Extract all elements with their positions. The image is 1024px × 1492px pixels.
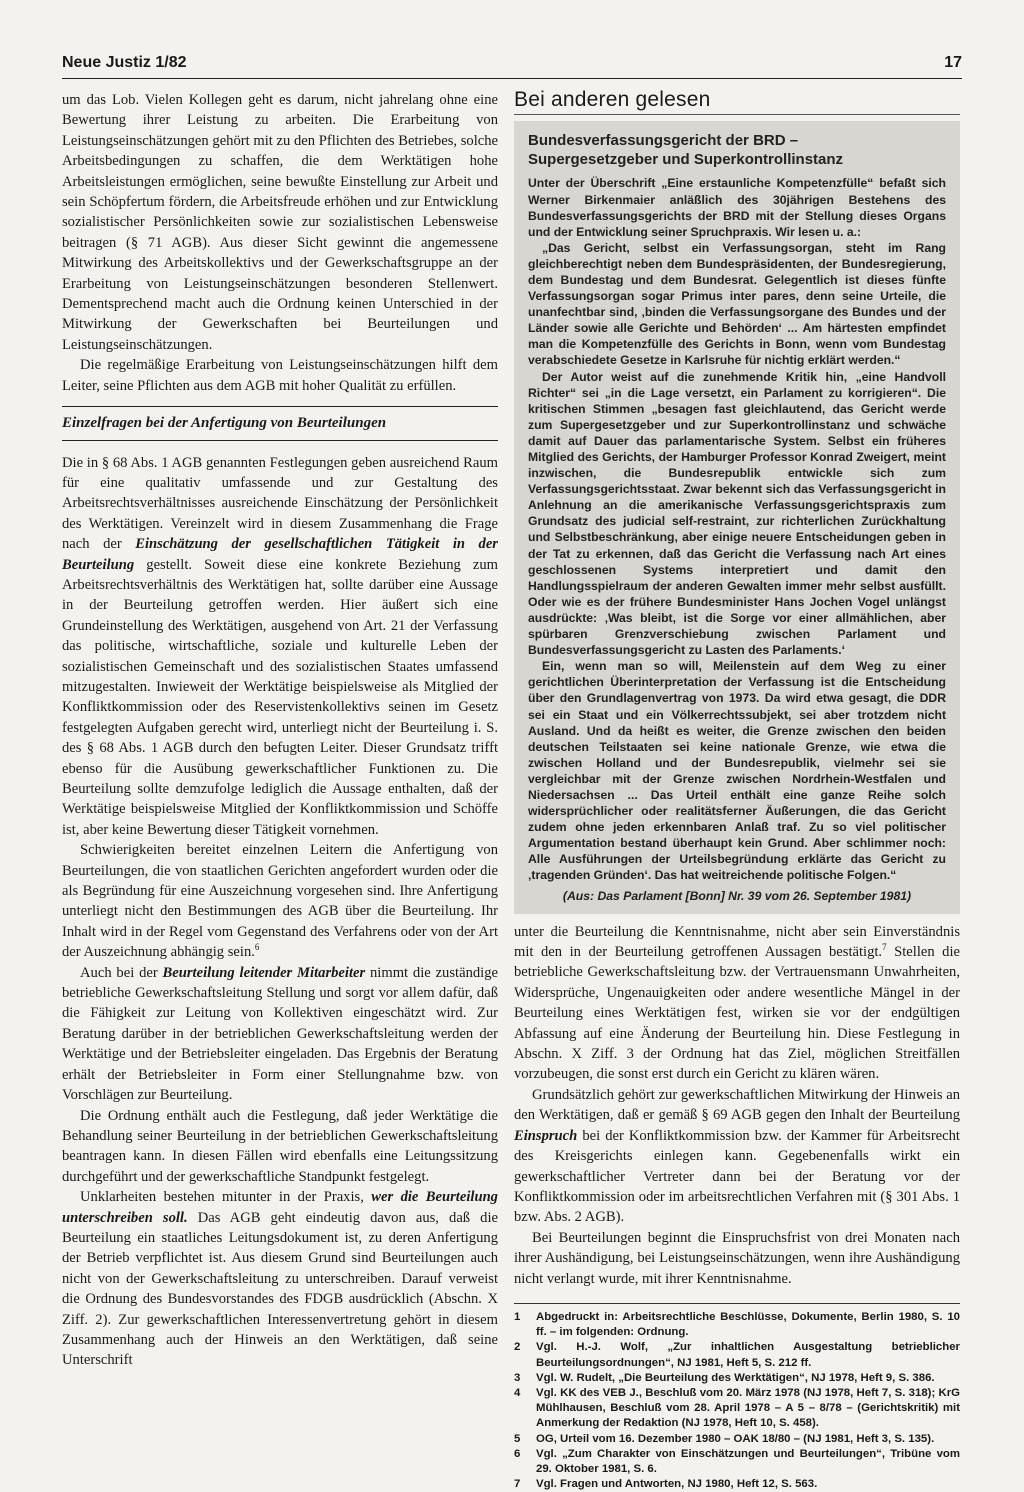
text-run: nimmt die zuständige betriebliche Gewerkschaftsleitung Stellung und sorgt vor allem dafür, daß die Fähigkeit zur Leitung von Kollektiven eingeschätzt wird. Zur Beratung darüber in der betrieblichen Gewerkschaftsleitung werden der Werktätige und der Betriebsleiter eingeladen. Das Ergebnis der Beratung erhält der Betriebsleiter in Form einer Stellungnahme bzw. von Vorschlägen zur Beurteilung.: [62, 964, 498, 1104]
paragraph: Die regelmäßige Erarbeitung von Leistungseinschätzungen hilft dem Leiter, seine Pflichten aus dem AGB mit hoher Qualität zu erfüllen.: [62, 357, 498, 394]
box-paragraph: „Das Gericht, selbst ein Verfassungsorgan, steht im Rang gleichberechtigt neben dem Bundespräsidenten, der Bundesregierung, dem Bundestag und dem Bundesrat. Gelegentlich ist dieses fünfte Verfassungsorgan sogar Primus inter pares, denn seine Urteile, die unanfechtbar sind, ‚binden die Verfassungsorgane des Bundes und der Länder sowie alle Gerichte und Behörden‘ ... Am härtesten empfindet man die Kompetenzfülle des Gerichts in Bonn, wenn vom Bundestag verabschiedete Gesetze in Karlsruhe für nichtig erklärt werden.“: [528, 240, 946, 368]
footnote-number: 5: [514, 1432, 521, 1445]
box-title-line: Bundesverfassungsgericht der BRD –: [528, 132, 799, 150]
left-column: [62, 90, 498, 1371]
section-title: Bei anderen gelesen: [514, 90, 960, 115]
emphasis: wer die Beurteilung unterschreiben soll.: [62, 1189, 498, 1226]
paragraph: [62, 453, 498, 841]
footnote: [514, 1477, 960, 1492]
footnote: [514, 1447, 960, 1477]
footnote-number: 1: [514, 1310, 521, 1323]
footnote-text: Abgedruckt in: Arbeitsrechtliche Beschlüsse, Dokumente, Berlin 1980, S. 10 ff. – im folgenden: Ordnung.: [536, 1310, 960, 1339]
text-run: Unklarheiten bestehen mitunter in der Praxis,: [80, 1189, 372, 1206]
footnote-text: OG, Urteil vom 16. Dezember 1980 – OAK 18/80 – (NJ 1981, Heft 3, S. 135).: [536, 1432, 935, 1445]
emphasis: Beurteilung leitender Mitarbeiter: [162, 964, 366, 981]
text-run: unter die Beurteilung die Kenntnisnahme, nicht aber sein Einverständnis mit den in der Beurteilung getroffenen Aussagen bestätigt.: [514, 923, 960, 961]
footnote-text: Vgl. Fragen und Antworten, NJ 1980, Heft 12, S. 563.: [536, 1478, 818, 1491]
footnote-text: Vgl. KK des VEB J., Beschluß vom 20. März 1978 (NJ 1978, Heft 7, S. 318); KrG Mühlhausen, Beschluß vom 28. April 1978 – A 5 – 8/78 – (Gerichtskritik) mit Anmerkung der Redaktion (NJ 1978, Heft 10, S. 458).: [536, 1386, 960, 1430]
header-rule: [62, 78, 962, 79]
paragraph: Bei Beurteilungen beginnt die Einspruchsfrist von drei Monaten nach ihrer Aushändigung, bei Leistungseinschätzungen, wenn ihre Aushändigung nicht verlangt wurde, mit ihrer Kenntnisnahme.: [514, 1229, 960, 1287]
footnote: [514, 1432, 960, 1447]
paragraph: [62, 1187, 498, 1371]
footnote-ref: 6: [254, 942, 260, 953]
text-run: Grundsätzlich gehört zur gewerkschaftlichen Mitwirkung der Hinweis an den Werktätigen, daß er gemäß § 69 AGB gegen den Inhalt der Beurteilung: [514, 1086, 960, 1124]
footnote-number: 3: [514, 1371, 521, 1384]
footnote: [514, 1371, 960, 1386]
quoted-box: [514, 121, 960, 913]
emphasis: Einschätzung der gesellschaftlichen Tätigkeit in der Beurteilung: [62, 536, 498, 573]
subheading: Einzelfragen bei der Anfertigung von Beurteilungen: [62, 406, 498, 440]
page-number: 17: [944, 54, 962, 71]
emphasis: Einspruch: [514, 1127, 578, 1144]
box-title: [528, 131, 946, 169]
paragraph: Die Ordnung enthält auch die Festlegung, daß jeder Werktätige die Behandlung seiner Beurteilung in der betrieblichen Gewerkschaftsleitung beantragen kann. In diesen Fällen wird ebenfalls eine Leitungssitzung durchgeführt und der gewerkschaftliche Standpunkt festgelegt.: [62, 1107, 498, 1185]
paragraph: [514, 922, 960, 1085]
paragraph: [62, 840, 498, 962]
text-run: Stellen die betriebliche Gewerkschaftsleitung bzw. der Vertrauensmann Unwahrheiten, Widersprüche, Ungenauigkeiten oder andere wesentliche Mängel in der Beurteilung eines Werktätigen fest, wirken sie vor der endgültigen Abfassung auf eine Änderung der Beurteilung hin. Diese Festlegung in Abschn. X Ziff. 3 der Ordnung hat das Ziel, möglichen Streitfällen vorzubeugen, die sonst erst durch ein Gericht zu klären wären.: [514, 944, 960, 1083]
footnote-number: 6: [514, 1447, 521, 1460]
box-paragraph: Unter der Überschrift „Eine erstaunliche Kompetenzfülle“ befaßt sich Werner Birkenmaier anläßlich des 30jährigen Bestehens des Bundesverfassungsgerichts der BRD mit der Stellung dieses Organs und der Entwicklung seiner Spruchpraxis. Wir lesen u. a.:: [528, 176, 946, 239]
footnote-number: 2: [514, 1341, 521, 1354]
paragraph: [514, 1085, 960, 1228]
footnotes: [514, 1303, 960, 1492]
box-title-line: Supergesetzgeber und Superkontrollinstanz: [528, 151, 844, 169]
text-run: gestellt. Soweit diese eine konkrete Beziehung zum Arbeitsrechtsverhältnis des Werktätigen hat, sollte darüber eine Aussage in der Beurteilung getroffen werden. Hier äußert sich eine Grundeinstellung des Werktätigen, ausgehend von Art. 21 der Verfassung das politische, wirtschaftliche, soziale und kulturelle Leben der sozialistischen Gemeinschaft und des sozialistischen Staates umfassend mitzugestalten. Inwieweit der Werktätige beispielsweise als Mitglied der Konfliktkommission oder des Reservistenkollektivs seinen im Gesetz festgelegten Aufgaben gerecht wird, unterliegt nicht der Beurteilung i. S. des § 68 Abs. 1 AGB durch den befugten Leiter. Dieser Grundsatz trifft ebenso für die Ausübung gewerkschaftlicher Funktionen zu. Die Beurteilung sollte demzufolge lediglich die Aussage enthalten, daß der Werktätige beispielsweise Mitglied der Konfliktkommission und Schöffe ist, aber keine Bewertung dieser Tätigkeit vornehmen.: [62, 556, 498, 838]
footnote-ref: 7: [882, 942, 887, 953]
box-source: (Aus: Das Parlament [Bonn] Nr. 39 vom 26. September 1981): [562, 888, 912, 903]
text-run: bei der Konfliktkommission bzw. der Kammer für Arbeitsrecht des Kreisgerichts einlegen kann. Gegebenenfalls wirkt ein gewerkschaftlicher Vertreter dann bei der Beratung vor der Konfliktkommission oder im arbeitsrechtlichen Verfahren mit (§ 301 Abs. 1 bzw. Abs. 2 AGB).: [514, 1127, 960, 1226]
box-paragraph: Ein, wenn man so will, Meilenstein auf dem Weg zu einer gerichtlichen Überinterpretation der Verfassung ist die Entscheidung über den Grundlagenvertrag von 1973. Da wird etwa gesagt, die DDR sei ein Staat und ein Völkerrechtssubjekt, sei aber trotzdem nicht Ausland. Und da heißt es weiter, die Grenze zwischen den beiden deutschen Teilstaaten sei keine nationale Grenze, wie etwa die zwischen Holland und der Bundesrepublik, vielmehr sei sie vergleichbar mit der Grenze zwischen Nordrhein-Westfalen und Niedersachsen ... Das Urteil enthält eine ganze Reihe solch widersprüchlicher oder realitätsferner Äußerungen, die das Gericht zudem ohne jeden erkennbaren Anlaß traf. Zu so viel politischer Argumentation bestand überhaupt kein Grund. Aber schlimmer noch: Alle Ausführungen der Urteilsbegründung erklärte das Gericht zu ‚tragenden Gründen‘. Das hat weitreichende politische Folgen.“: [528, 659, 946, 883]
footnote: [514, 1386, 960, 1432]
running-title: Neue Justiz 1/82: [62, 54, 187, 71]
footnote-text: Vgl. H.-J. Wolf, „Zur inhaltlichen Ausgestaltung betrieblicher Beurteilungsordnungen“, NJ 1981, Heft 5, S. 212 ff.: [536, 1341, 960, 1369]
footnote-number: 7: [514, 1478, 521, 1491]
text-run: Schwierigkeiten bereitet einzelnen Leitern die Anfertigung von Beurteilungen, die von staatlichen Gerichten angefordert wurden oder die als Begründung für eine Auszeichnung vorgesehen sind. Ihre Anfertigung unterliegt nicht den Bestimmungen des AGB über die Beurteilung. Ihr Inhalt wird in der Regel vom Gegenstand des Verfahrens oder von der Art der Auszeichnung abhängig sein.: [62, 842, 498, 961]
footnote-number: 4: [514, 1386, 521, 1399]
footnote: [514, 1340, 960, 1370]
footnote-text: Vgl. „Zum Charakter von Einschätzungen und Beurteilungen“, Tribüne vom 29. Oktober 1981, S. 6.: [536, 1447, 960, 1475]
right-column: [514, 90, 960, 1492]
paragraph: um das Lob. Vielen Kollegen geht es darum, nicht jahrelang ohne eine Bewertung ihrer Leistung zu arbeiten. Die Erarbeitung von Leistungseinschätzungen gehört mit zu den Pflichten des Betriebes, solche Arbeitsbedingungen zu schaffen, die dem Werktätigen hohe Arbeitsleistungen ermöglichen, seine bewußte Einstellung zur Arbeit und sein Schöpfertum fördern, die Arbeitsfreude erhöhen und zur Entwicklung sozialistischer Persönlichkeiten sowie zur sozialistischen Lebensweise beitragen (§ 71 AGB). Aus dieser Sicht gewinnt die angemessene Mitwirkung des Arbeitskollektivs und der Gewerkschaftsgruppe an der Erarbeitung von Leistungseinschätzungen besonderen Stellenwert. Dementsprechend macht auch die Ordnung keinen Unterschied in der Mitwirkung der Gewerkschaften bei Beurteilungen und Leistungseinschätzungen.: [62, 92, 498, 353]
box-paragraph: Der Autor weist auf die zunehmende Kritik hin, „eine Handvoll Richter“ sei „in die Lage versetzt, ein Parlament zu korrigieren“. Die kritischen Stimmen „besagen fast gleichlautend, das Gericht werde zum Supergesetzgeber und zur Superkontrollinstanz und schwäche damit auf Dauer das parlamentarische System. Selbst ein früheres Mitglied des Gerichts, der Hamburger Professor Konrad Zweigert, meint inzwischen, die Bundesrepublik entwickle sich zum Verfassungsgerichtsstaat. Zwar bekennt sich das Verfassungsgericht in Anlehnung an die amerikanische Verfassungsgerichtspraxis zum Grundsatz des judicial self-restraint, zur richterlichen Zurückhaltung und Selbstbeschränkung, aber einige neuere Entscheidungen geben in der Tat zu erkennen, daß das Gericht die Verfassung nach Art eines geschlossenen Systems interpretiert und damit den Handlungsspielraum der anderen Gewalten immer mehr selbst ausfüllt. Oder wie es der frühere Bundesminister Hans Jochen Vogel unlängst ausdrückte: ‚Was bleibt, ist die Sorge vor einer allmählichen, aber spürbaren Grenzverschiebung zwischen Parlament und Bundesverfassungsgericht zu Lasten des Parlaments.‘: [528, 369, 946, 658]
page-header: [62, 54, 962, 80]
footnote-text: Vgl. W. Rudelt, „Die Beurteilung des Werktätigen“, NJ 1978, Heft 9, S. 386.: [536, 1371, 935, 1384]
text-run: Die in § 68 Abs. 1 AGB genannten Festlegungen geben ausreichend Raum für eine qualitativ umfassende und zur Gestaltung des Arbeitsrechtsverhältnisses ausreichende Einschätzung der Persönlichkeit des Werktätigen. Vereinzelt wird in diesem Zusammenhang die Frage nach der: [62, 454, 498, 553]
text-run: Das AGB geht eindeutig davon aus, daß die Beurteilung ein staatliches Leitungsdokument ist, zu deren Anfertigung der Betrieb verpflichtet ist. Aus diesem Grund sind Beurteilungen auch nicht von der Gewerkschaftsleitung zu unterschreiben. Darauf verweist die Ordnung des Bundesvorstandes des FDGB ausdrücklich (Abschn. X Ziff. 2). Zur gewerkschaftlichen Interessenvertretung gehört in diesem Zusammenhang auch der Hinweis an den Werktätigen, daß seine Unterschrift: [62, 1209, 498, 1369]
footnote: [514, 1310, 960, 1340]
paragraph: [62, 963, 498, 1106]
text-run: Auch bei der: [80, 964, 163, 981]
